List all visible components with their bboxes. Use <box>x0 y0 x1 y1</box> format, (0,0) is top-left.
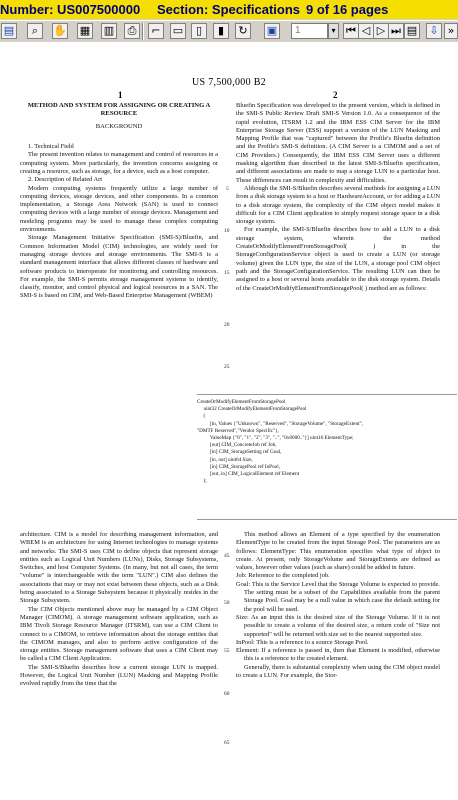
paragraph: Element: If a reference is passed in, then that Element is modified, otherwise this is a reference to the created element. <box>236 647 440 663</box>
column-2-bottom <box>236 531 440 680</box>
fit-width-icon[interactable]: ▥ <box>101 23 117 39</box>
paragraph: 1. Technical Field <box>28 143 74 151</box>
code-line: [in, out] uint64 Size, <box>197 456 253 463</box>
export-icon[interactable]: ⇩ <box>426 23 442 39</box>
method-code-block <box>197 394 457 520</box>
page-count-label: 9 of 16 pages <box>306 2 389 17</box>
paragraph: architecture. CIM is a model for describing management information, and WBEM is an architecture for using Internet technologies to manage systems and networks. The SMI-S uses CIM to define objects that represent storage entities such as Logical Unit Numbers (LUNs), Disks, Storage Subsystems, Switches, and host Computer Systems. (In many, but not all cases, the term "volume" is interchangeable with the term "LUN".) CIM also defines the associations that may or may not exist between these objects, such as a Disk being associated to a Storage Subsystem because it physically resides in the Storage Subsystem. <box>20 531 218 605</box>
two-page-icon[interactable]: ▯ <box>191 23 207 39</box>
code-line: ValueMap {"0", "1", "2", "3", "..", "0x8000.."}] uint16 ElementType; <box>197 435 354 442</box>
line-number: 45 <box>224 553 230 559</box>
paragraph: Although the SMI-S/Bluefin describes several methods for assigning a LUN from a disk storage system to a host or HardwareAccount, or for adding a LUN to a disk storage system, the complexity of the CIM object model makes it difficult for a CIM Client application to simply request storage space in a disk storage system. <box>236 184 440 226</box>
paragraph: The CIM Objects mentioned above may be managed by a CIM Object Manager (CIMOM). A storage management software application, such as IBM Tivoli Storage Resource Manager (ITSRM), can use a CIM Client to connect to a CIMOM, to retrieve information about the storage entities that the CIMOM manages, and also to perform active configuration of the storage entities. Storage management software that uses a CIM Client may be called a CIM Client Application. <box>20 605 218 663</box>
overflow-icon[interactable]: » <box>444 23 458 39</box>
column-number-1: 1 <box>118 90 123 100</box>
line-number: 50 <box>224 600 230 606</box>
column-1-top-paragraphs <box>20 143 218 301</box>
paragraph: 2. Description of Related Art <box>28 176 103 184</box>
column-2-bottom-paragraphs <box>236 531 440 680</box>
chevron-down-icon[interactable]: ▾ <box>328 23 339 39</box>
prev-page-icon[interactable]: ◁ <box>358 23 374 39</box>
print-icon[interactable]: ⎙ <box>124 23 140 39</box>
line-number: 25 <box>224 364 230 370</box>
line-number: 20 <box>224 322 230 328</box>
code-line: CreateOrModifyElementFromStoragePool <box>197 399 286 405</box>
zoom-icon[interactable]: ⌕ <box>27 23 43 39</box>
code-line: [out, in] CIM_LogicalElement ref Element <box>197 471 300 478</box>
single-page-icon[interactable]: ▭ <box>170 23 186 39</box>
line-number: 60 <box>224 691 230 697</box>
paragraph: This method allows an Element of a type specified by the enumeration ElementType to be created from the input Storage Pool. The parameters are as follows: ElementType: This enumeration specifies what type of object to create. At present, only StorageVolume and StorageExtents are defined as values, however other values (such as share) could be added in future. <box>236 531 440 572</box>
line-number: 55 <box>224 648 230 654</box>
paragraph: The present invention relates to management and control of resources in a computing system. More particularly, the invention concerns assigning or creating a resource, such as storage, for a device, such as a host computer. <box>20 151 218 175</box>
code-line: [out] CIM_ConcreteJob ref Job, <box>197 442 277 449</box>
save-icon[interactable]: ▤ <box>1 23 17 39</box>
code-line: [in] CIM_StoragePool ref InPool, <box>197 463 280 470</box>
code-line: ( <box>197 413 206 420</box>
column-1-bottom <box>20 531 218 689</box>
paragraph: Size: As an input this is the desired size of the Storage Volume. If it is not possible to create a volume of the desired size, a return code of "Size not supported" will be returned with size set to the nearest supported size. <box>236 613 440 638</box>
line-number: 5 <box>226 186 229 192</box>
hand-icon[interactable]: ✋ <box>53 24 67 37</box>
toolbar <box>0 20 458 43</box>
paragraph: Job: Reference to the completed job. <box>236 572 330 580</box>
column-1-top <box>20 102 218 301</box>
paragraph: Goal: This is the Service Level that the Storage Volume is expected to provide. The setting must be a subset of the Capabilities available from the parent Storage Pool. Goal may be a null value in which case the default setting for the pool will be used. <box>236 580 440 613</box>
line-number: 10 <box>224 228 230 234</box>
document-icon[interactable]: ▣ <box>264 23 280 39</box>
line-number: 65 <box>224 740 230 746</box>
paragraph: Bluefin Specification was developed to the present version, which is defined in the SMI-S Public Review Draft SMI-S Version 1.0. As a consequence of the rapid evolution, ITSRM 1.2 and the IBM ESS CIM Server for the IBM Enterprise Storage Server (ESS) support a version of the LUN Masking and Mapping Profile that was "captured" between the Profile's Bluefin definition and the Profile's SMI-S definition. (A CIM Server is a CIMOM and a set of CIM Providers.) Consequently, the IBM ESS CIM Server uses a different masking algorithm than described in the latest SMI-S/Bluefin specification, and different associations are made to map a storage LUN to a particular host. These differences can result in complexity and difficulties. <box>236 102 440 184</box>
code-line: [in] CIM_StorageSetting ref Goal, <box>197 449 282 456</box>
paragraph: InPool: This is a reference to a source Storage Pool. <box>236 638 369 646</box>
continuous-icon[interactable]: ▮ <box>213 23 229 39</box>
paragraph: The SMI-S/Bluefin describes how a current storage LUN is mapped. However, the Logical Unit Number (LUN) Masking and Mapping Profile evolved rapidly from the time that the <box>20 663 218 688</box>
code-line: ); <box>197 478 207 485</box>
thumbnails-icon[interactable]: ▤ <box>404 23 420 39</box>
column-number-2: 2 <box>333 90 338 100</box>
section-label: Section: Specifications <box>157 2 301 17</box>
code-line: [in, Values {"Unknown", "Reserved", "StorageVolume", "StorageExtent", <box>197 420 363 427</box>
page-number-input[interactable]: 1 <box>291 23 328 39</box>
background-heading: BACKGROUND <box>95 122 143 130</box>
column-2-top <box>236 102 440 293</box>
paragraph: Storage Management Initiative Specification (SMI-S)/Bluefin, and Common Information Model (CIM) technologies, are widely used for managing storage devices and storage environments. The SMI-S is a standard management interface that allows different classes of hardware and software products to interoperate for monitoring and controlling resources. For example, the SMI-S permits storage management systems to identify, classify, monitor, and control physical and logical resources in a SAN. The SMI-S is based on CIM, and Web-Based Enterprise Management (WBEM) <box>20 234 218 300</box>
code-line: "DMTF Reserved","Vendor Specific"}, <box>197 427 279 434</box>
rotate-icon[interactable]: ↻ <box>235 23 251 39</box>
first-page-icon[interactable]: ⏮ <box>343 23 359 39</box>
patent-number-label: Number: US007500000 <box>0 2 141 17</box>
paragraph: For example, the SMI-S/Bluefin describes how to add a LUN to a disk storage system, wherein the method CreateOrModifyElementFromStoragePool( ) in the StorageConfigurationService object is used to create a LUN (or storage volume) given the LUN type, the size of the LUN, a storage pool CIM object path and the StorageConfigurationService. The resulting LUN can then be assigned to a host or several hosts available to the disk storage system. Details of the CreateOrModifyElementFromStoragePool( ) method are as follows: <box>236 226 440 292</box>
patent-title: METHOD AND SYSTEM FOR ASSIGNING OR CREATING A RESOURCE <box>27 102 211 118</box>
document-info-bar <box>0 0 458 19</box>
select-icon[interactable]: ⌐ <box>148 23 164 39</box>
next-page-icon[interactable]: ▷ <box>373 23 389 39</box>
column-2-top-paragraphs <box>236 102 440 293</box>
paragraph: Modern computing systems frequently utilize a large number of computing devices, storage devices, and other components. In a common implementation, a Storage Area Network (SAN) is used to connect computing devices with a large number of storage devices. Management and modeling programs may be used to manage these complex computing environments. <box>20 184 218 234</box>
code-line: uint32 CreateOrModifyElementFromStoragePool <box>197 406 307 413</box>
paragraph: Generally, there is substantial complexity when using the CIM object model to create a LUN. For example, the Stor- <box>236 663 440 680</box>
viewer-chrome <box>0 0 458 41</box>
last-page-icon[interactable]: ⏭ <box>388 23 404 39</box>
toolbar-separator <box>142 23 144 40</box>
line-number: 15 <box>224 270 230 276</box>
patent-header: US 7,500,000 B2 <box>192 77 266 88</box>
page-fit-icon[interactable]: ▦ <box>77 23 93 39</box>
column-1-bottom-paragraphs <box>20 531 218 689</box>
